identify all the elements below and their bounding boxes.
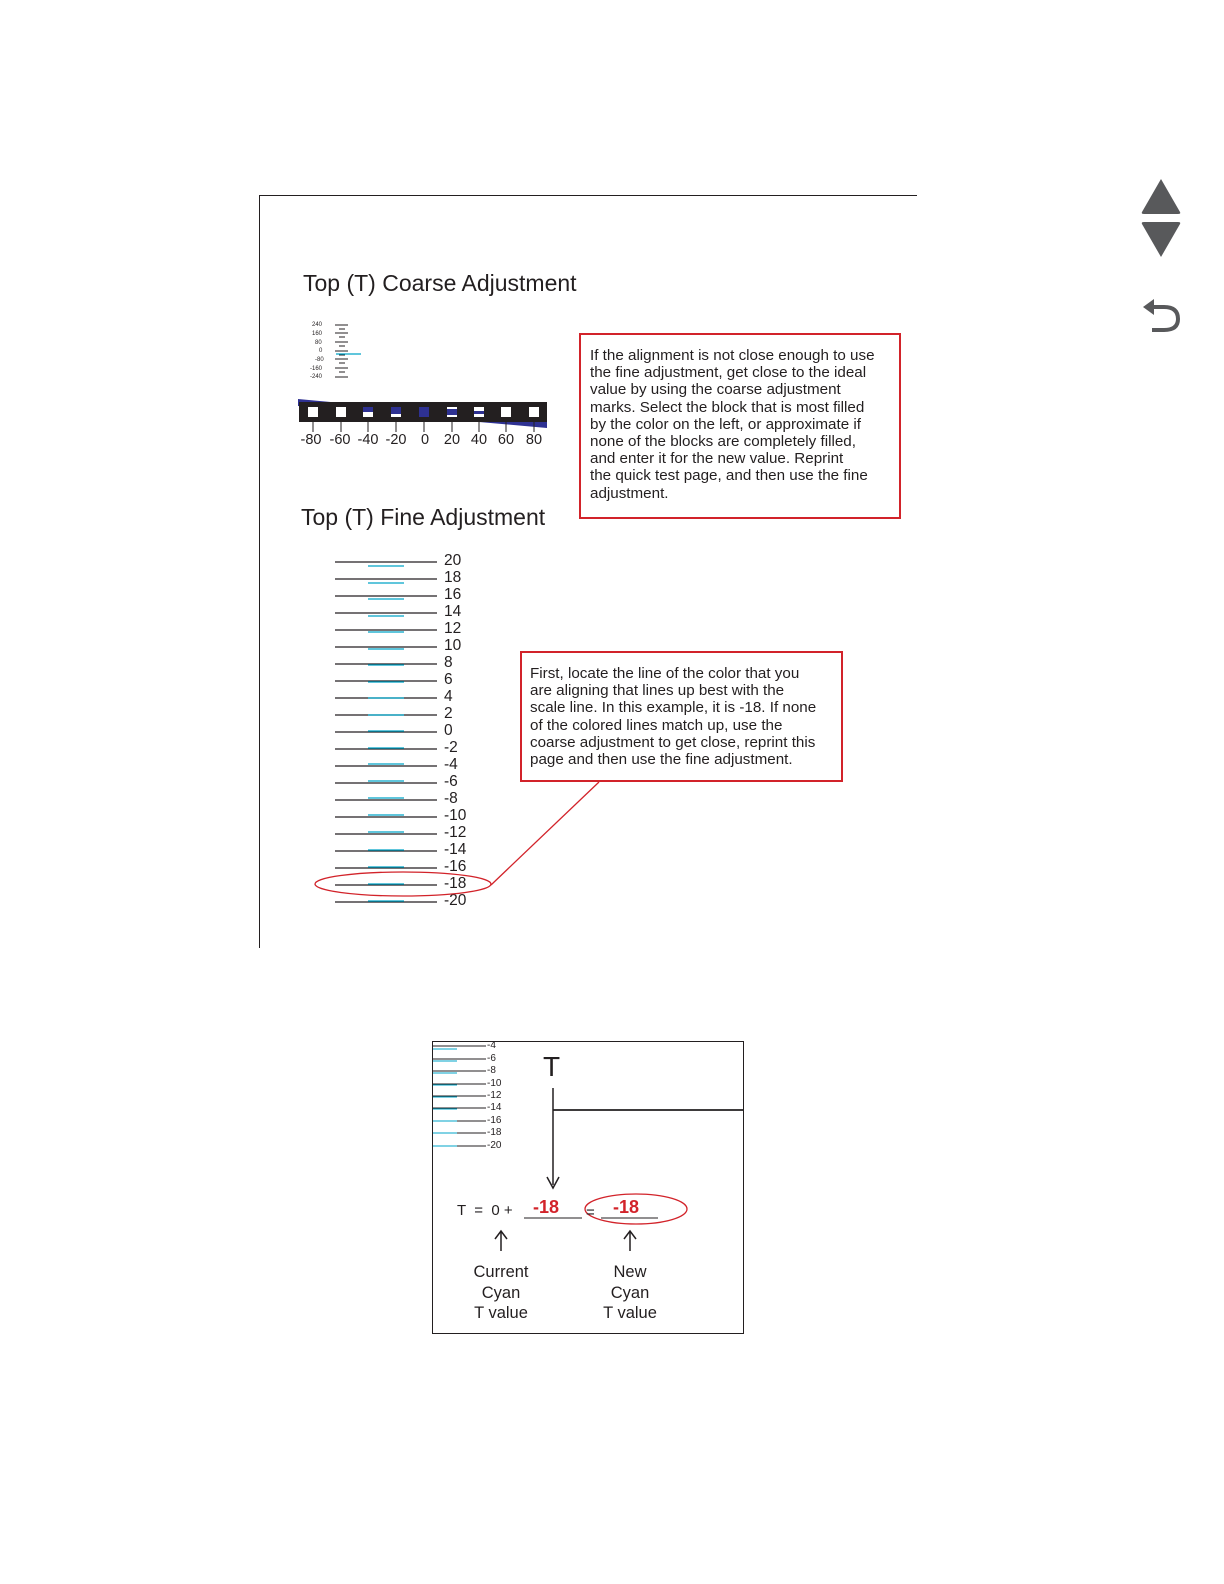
previous-page-button[interactable]	[1140, 177, 1182, 215]
coarse-tick-label: 40	[470, 432, 488, 448]
fine-scale-label: -12	[444, 824, 467, 841]
fine-scale-label: -4	[444, 756, 458, 773]
mini-scale-label: 240	[312, 322, 323, 328]
triangle-up-icon	[1140, 177, 1182, 215]
fine-scale-label: 2	[444, 705, 453, 722]
back-button[interactable]	[1140, 297, 1184, 335]
fine-adjustment-callout: First, locate the line of the color that you are aligning that lines up best with the scale line. In this example, it is -18. If none of the colored lines match up, use the coarse adjustment to get close, reprint this page and then use the fine adjustment.	[520, 651, 843, 782]
triangle-down-icon	[1140, 221, 1182, 259]
mini-fine-label: -4	[487, 1040, 496, 1051]
coarse-tick-label: -60	[329, 432, 351, 448]
mini-fine-label: -18	[487, 1127, 502, 1138]
mini-fine-label: -6	[487, 1053, 496, 1064]
mini-scale-label: -160	[310, 366, 323, 372]
added-value: -18	[533, 1197, 560, 1217]
mini-fine-label: -16	[487, 1115, 502, 1126]
mini-scale-label: 160	[312, 331, 323, 337]
fine-scale-label: -2	[444, 739, 458, 756]
equals-sign: =	[586, 1204, 595, 1221]
fine-scale-label: 18	[444, 569, 462, 586]
coarse-adjustment-callout: If the alignment is not close enough to use the fine adjustment, get close to the ideal value by using the coarse adjustment marks. Select the block that is most filled by the color on the left, or approximate if none of the blocks are completely filled, and enter it for the new value. Reprint the quick test page, and then use the fine adjustment.	[579, 333, 901, 519]
coarse-tick-label: 60	[497, 432, 515, 448]
coarse-tick-label: -20	[385, 432, 407, 448]
fine-scale-label: -18	[444, 875, 467, 892]
equation-prefix: T = 0 +	[457, 1202, 513, 1219]
mini-scale-label: 0	[319, 348, 323, 354]
coarse-tick-label: -80	[300, 432, 322, 448]
coarse-tick-label: 0	[420, 432, 430, 448]
coarse-tick-label: -40	[357, 432, 379, 448]
formula-arrows	[432, 1085, 744, 1255]
mini-fine-label: -14	[487, 1102, 502, 1113]
fine-scale-label: 10	[444, 637, 462, 654]
coarse-adjustment-title: Top (T) Coarse Adjustment	[303, 270, 577, 296]
coarse-tick-label: 80	[525, 432, 543, 448]
mini-scale-label: -80	[315, 357, 324, 363]
fine-scale-label: 0	[444, 722, 453, 739]
mini-fine-label: -12	[487, 1090, 502, 1101]
mini-fine-label: -10	[487, 1078, 502, 1089]
fine-scale-label: -10	[444, 807, 467, 824]
mini-scale-lines	[330, 320, 370, 385]
fine-adjustment-title: Top (T) Fine Adjustment	[301, 504, 546, 530]
fine-scale-label: 20	[444, 552, 462, 569]
fine-scale-label: -8	[444, 790, 458, 807]
fine-scale-label: 8	[444, 654, 453, 671]
return-arrow-icon	[1140, 297, 1184, 335]
result-value: -18	[613, 1197, 640, 1217]
current-value-caption: Current Cyan T value	[473, 1263, 529, 1322]
next-page-button[interactable]	[1140, 221, 1182, 259]
highlight-ellipse-and-leader	[310, 775, 610, 905]
fine-scale-label: 16	[444, 586, 462, 603]
fine-scale-label: -20	[444, 892, 467, 909]
mini-scale-label: 80	[315, 340, 322, 346]
fine-scale-label: 4	[444, 688, 453, 705]
fine-scale-label: 6	[444, 671, 453, 688]
mini-scale-label: -240	[310, 374, 323, 380]
coarse-adjustment-bar	[295, 394, 551, 434]
fine-scale-label: 14	[444, 603, 462, 620]
fine-scale-label: -14	[444, 841, 467, 858]
mini-fine-label: -8	[487, 1065, 496, 1076]
mini-fine-label: -20	[487, 1140, 502, 1151]
new-value-caption: New Cyan T value	[603, 1263, 657, 1322]
t-letter: T	[543, 1051, 561, 1082]
coarse-tick-label: 20	[443, 432, 461, 448]
fine-scale-label: 12	[444, 620, 462, 637]
fine-scale-label: -6	[444, 773, 458, 790]
fine-scale-label: -16	[444, 858, 467, 875]
